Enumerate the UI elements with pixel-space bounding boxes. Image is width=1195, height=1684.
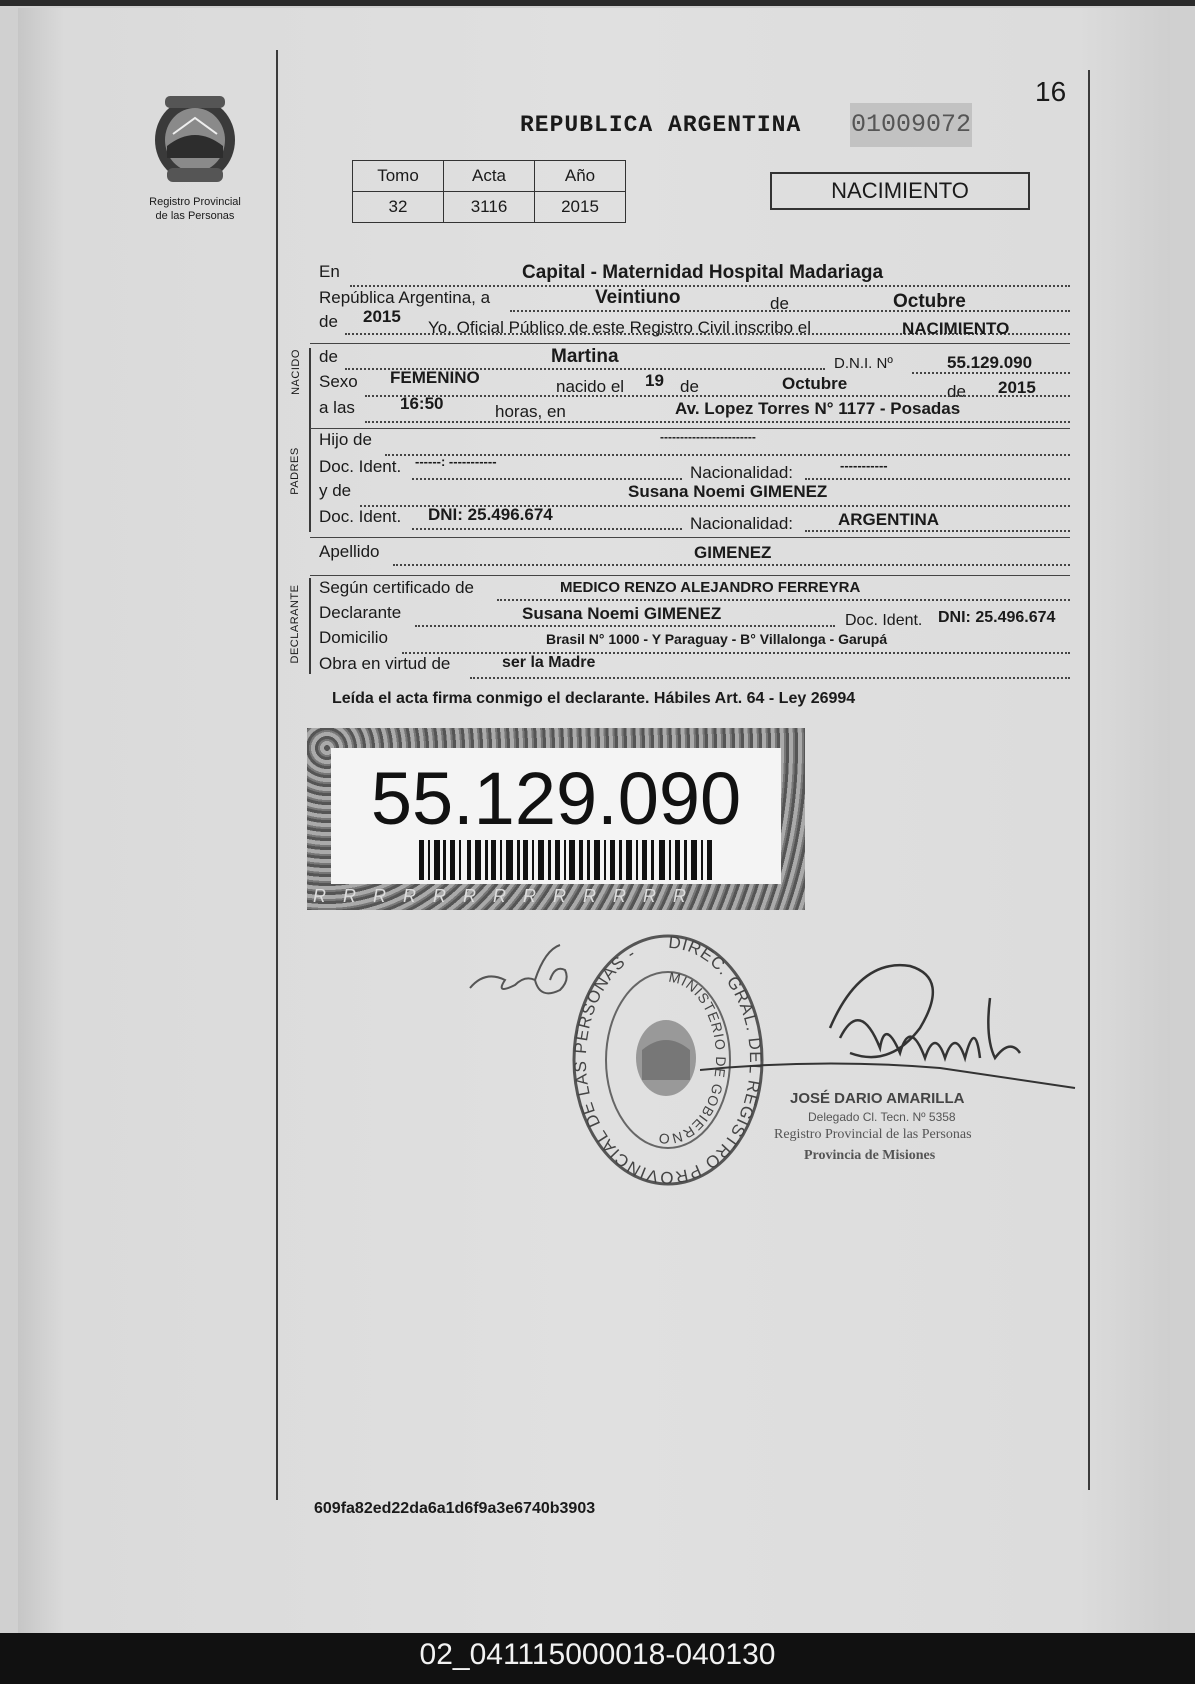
mother-name: Susana Noemi GIMENEZ [628,482,828,501]
section-bracket [309,432,311,532]
section-rule [310,537,1070,538]
signatory-office: Registro Provincial de las Personas [774,1127,972,1142]
dni-label: D.N.I. Nº [834,355,893,372]
birth-day: 19 [645,371,664,390]
registry-logo-caption [125,195,265,223]
de-label-day: de [680,377,699,396]
dotted-line [415,625,835,627]
signatory-title: Delegado Cl. Tecn. Nº 5358 [808,1110,956,1124]
dotted-line [510,310,1070,312]
document-title: REPUBLICA ARGENTINA [520,112,802,138]
child-name: Martina [551,346,619,367]
declarante-value: Susana Noemi GIMENEZ [522,604,722,623]
tomo-value: 32 [353,192,444,223]
serial-number: 01009072 [850,103,972,147]
padres-section-label: PADRES [289,447,301,495]
acta-value: 3116 [444,192,535,223]
birth-time: 16:50 [400,394,444,413]
acta-header: Acta [444,161,535,192]
dni-card-number: 55.129.090 [370,757,742,840]
doc2-value: DNI: 25.496.674 [428,505,553,524]
dotted-line [412,528,682,530]
nac1-label: Nacionalidad: [690,463,794,482]
right-margin-line [1088,70,1090,1490]
ano-value: 2015 [535,192,626,223]
section-rule [310,428,1070,429]
de-label-name: de [319,347,338,366]
sexo-value: FEMENINO [390,368,480,387]
domicilio-value: Brasil N° 1000 - Y Paraguay - B° Villalonga - Garupá [546,631,888,647]
section-rule [310,575,1070,576]
sexo-label: Sexo [319,372,358,391]
seal-outer-text: DIREC. GRAL. DEL REGISTRO PROVINCIAL DE LAS PERSONAS - [570,932,766,1188]
a-las-label: a las [319,398,355,417]
dotted-line [365,395,1070,397]
declarante-section-label: DECLARANTE [289,584,301,664]
hijo-label: Hijo de [319,430,372,449]
day-text: Veintiuno [595,287,681,308]
doc1-label: Doc. Ident. [319,457,402,476]
birth-year: 2015 [998,378,1036,397]
de-label-2: de [319,312,338,331]
barcode-icon [419,840,719,880]
month: Octubre [893,291,966,312]
declarante-doc-value: DNI: 25.496.674 [938,609,1056,626]
obra-label: Obra en virtud de [319,654,451,673]
section-bracket [309,578,311,674]
yo-text: Yo, Oficial Público de este Registro Civil inscribo el [428,318,811,337]
nac1-value: ----------- [840,458,888,473]
registry-line-2: de las Personas [155,210,235,222]
dni-number-card [307,728,805,910]
dotted-line [350,285,1070,287]
dotted-line [805,530,1070,532]
nac2-label: Nacionalidad: [690,514,794,533]
registry-line-1: Registro Provincial [149,196,241,208]
doc1-value: ------: ----------- [415,454,497,469]
dotted-line [393,564,1070,566]
en-label: En [319,262,340,281]
de-label-year: de [947,382,966,401]
left-margin-line [276,50,278,1500]
birth-address: Av. Lopez Torres N° 1177 - Posadas [675,399,961,418]
initials-signature-icon [465,940,585,1010]
dotted-line [497,599,1070,601]
nacido-section-label: NACIDO [290,349,302,395]
closing-statement: Leída el acta firma conmigo el declarante. Hábiles Art. 64 - Ley 26994 [332,690,856,707]
document-type-box: NACIMIENTO [770,172,1030,210]
y-de-label: y de [319,481,352,500]
republica-label: República Argentina, a [319,288,491,307]
nac2-value: ARGENTINA [838,510,940,529]
domicilio-label: Domicilio [319,628,388,647]
child-dni: 55.129.090 [947,353,1033,372]
declarante-doc-label: Doc. Ident. [845,612,923,629]
page-number: 16 [1035,76,1067,107]
dotted-line [470,677,1070,679]
declarante-label: Declarante [319,603,402,622]
misiones-coat-of-arms-icon [145,88,245,188]
ano-header: Año [535,161,626,192]
dotted-line [412,478,682,480]
dotted-line [365,421,1070,423]
section-rule [310,343,1070,344]
dni-card-band: R R R R R R R R R R R R R [313,886,692,906]
father-name: ------------------------ [660,430,756,444]
doc2-label: Doc. Ident. [319,507,402,526]
document-hash: 609fa82ed22da6a1d6f9a3e6740b3903 [314,1500,596,1517]
year: 2015 [363,307,401,326]
tomo-header: Tomo [353,161,444,192]
birth-month: Octubre [782,374,848,393]
apellido-value: GIMENEZ [694,543,772,562]
seal-inner-text: MINISTERIO DE GOBIERNO [656,968,730,1148]
obra-value: ser la Madre [502,654,596,671]
act-type: NACIMIENTO [902,319,1010,338]
apellido-label: Apellido [319,542,380,561]
de-label: de [770,294,789,313]
horas-label: horas, en [495,402,566,421]
certificado-value: MEDICO RENZO ALEJANDRO FERREYRA [560,579,861,596]
footer-code: 02_041115000018-040130 [419,1638,776,1671]
nacido-el-label: nacido el [556,377,625,396]
section-bracket [309,348,311,434]
dni-card-inner [331,748,781,884]
registry-table [352,160,626,223]
signatory-province: Provincia de Misiones [804,1148,936,1163]
dotted-line [805,478,1070,480]
birth-place: Capital - Maternidad Hospital Madariaga [522,262,884,283]
top-border [0,0,1195,6]
signatory-name: JOSÉ DARIO AMARILLA [790,1090,965,1107]
certificado-label: Según certificado de [319,578,474,597]
